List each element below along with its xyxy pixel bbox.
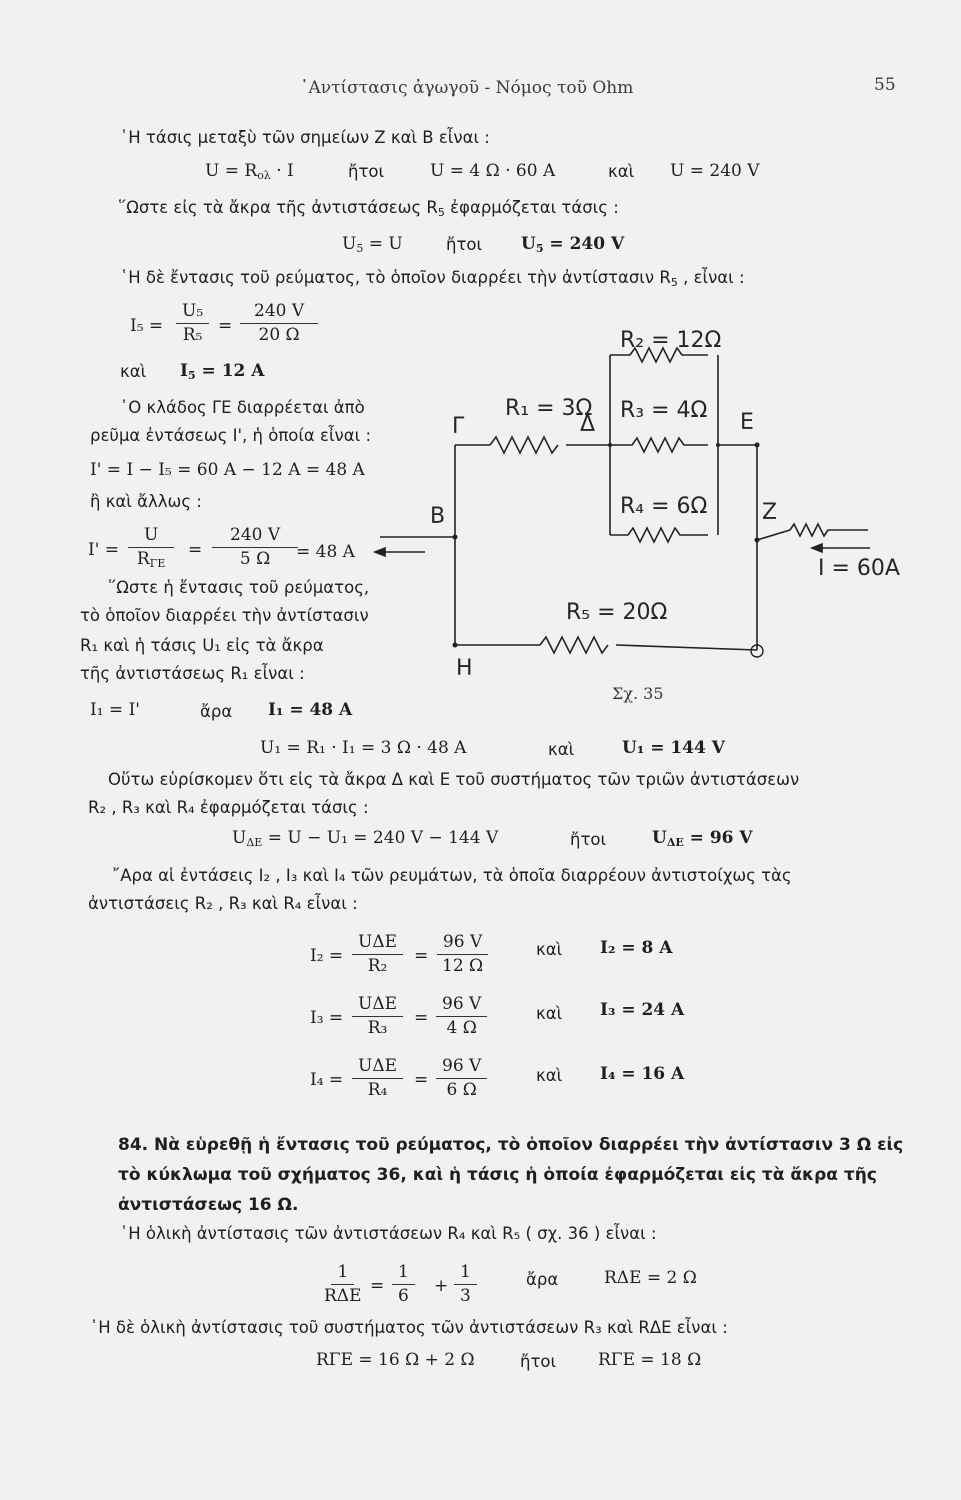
- text-line: R₂ , R₃ καὶ R₄ ἐφαρμόζεται τάσις :: [88, 798, 369, 817]
- figure-caption: Σχ. 35: [612, 684, 664, 703]
- text-etoi: ἤτοι: [446, 235, 483, 254]
- equation-u: $U = R_{o\lambda} \cdot I$: [205, 161, 294, 182]
- fraction-96-12: $\frac{96 V}{12 \Omega}$: [436, 932, 489, 977]
- resistor-r1-zigzag: [490, 437, 558, 453]
- fraction-1-6: $\frac{1}{6}$: [392, 1262, 415, 1307]
- text-line: Οὕτω εὑρίσκομεν ὅτι εἰς τὰ ἄκρα Δ καὶ Ε τοῦ συστήματος τῶν τριῶν ἀντιστάσεων: [108, 770, 800, 789]
- wire-z: [757, 530, 790, 540]
- result-i4: I₄ = 16 A: [600, 1064, 685, 1084]
- equation-u5: $U_5 = U$: [342, 234, 403, 255]
- text-line: τὸ ὁποῖον διαρρέει τὴν ἀντίστασιν: [80, 606, 369, 625]
- equation-u-values: U = 4 Ω · 60 A: [430, 161, 556, 181]
- text-kai: καὶ: [548, 740, 575, 759]
- result-i-prime: = 48 A: [296, 542, 355, 562]
- arrowhead: [812, 544, 822, 552]
- fraction-lhs: I₅ =: [130, 316, 164, 336]
- text-etoi: ἤτοι: [520, 1352, 557, 1371]
- result-i1: I₁ = 48 A: [268, 700, 353, 720]
- plus-sign: +: [434, 1276, 449, 1296]
- text-line: ῾Η δὲ ὁλικὴ ἀντίστασις τοῦ συστήματος τῶν ἀντιστάσεων R₃ καὶ RΔΕ εἶναι :: [90, 1318, 728, 1337]
- fraction-240-5: $\frac{240 V}{5 \Omega}$: [212, 525, 298, 570]
- text-line: ῞Ωστε εἰς τὰ ἄκρα τῆς ἀντιστάσεως $R_5$ ἐφαρμόζεται τάσις :: [118, 198, 619, 219]
- result-rge: RΓΕ = 18 Ω: [598, 1350, 702, 1370]
- equation-u5-result: $U_5 = 240$ V: [521, 234, 625, 255]
- equals-sign: =: [370, 1276, 385, 1296]
- text-line: R₁ καὶ ἡ τάσις U₁ εἰς τὰ ἄκρα: [80, 636, 324, 655]
- label-r4: R₄ = 6Ω: [620, 494, 708, 519]
- text-kai: καὶ: [608, 162, 635, 181]
- text-line: τῆς ἀντιστάσεως R₁ εἶναι :: [80, 664, 305, 683]
- text-line: ρεῦμα ἐντάσεως I', ἡ ὁποία εἶναι :: [90, 426, 372, 445]
- page-number: 55: [874, 75, 896, 95]
- text-kai: καὶ: [536, 940, 563, 959]
- equation-rge: RΓΕ = 16 Ω + 2 Ω: [316, 1350, 475, 1370]
- label-node-z: Ζ: [762, 500, 778, 525]
- equation-u-result: U = 240 V: [670, 161, 760, 181]
- running-header: ᾿Αντίστασις ἀγωγοῦ - Νόμος τοῦ Ohm: [300, 78, 634, 98]
- equals-sign: =: [218, 316, 233, 336]
- problem-84: 84. Νὰ εὑρεθῇ ἡ ἔντασις τοῦ ρεύματος, τὸ ὁποῖον διαρρέει τὴν ἀντίστασιν 3 Ω εἰς τὸ κύκλωμα τοῦ σχήματος 36, καὶ ἡ τάσις ἡ ὁποία ἐφαρμόζεται εἰς τὰ ἄκρα τῆς ἀντιστάσεως 16 Ω.: [118, 1135, 904, 1215]
- fraction-240-20: $\frac{240 V}{20 \Omega}$: [240, 301, 318, 346]
- text-ara: ἄρα: [526, 1270, 559, 1289]
- text-ara: ἄρα: [200, 702, 233, 721]
- text-kai: καὶ: [536, 1066, 563, 1085]
- fraction-ude-r3: UΔΕ R₃: [352, 994, 403, 1039]
- equation-i-prime: I' = I − I₅ = 60 A − 12 A = 48 A: [90, 460, 365, 480]
- label-node-b: Β: [430, 504, 446, 529]
- label-node-d: Δ: [580, 412, 596, 437]
- result-ude: $U_{\Delta E} = 96$ V: [652, 828, 753, 849]
- label-r3: R₃ = 4Ω: [620, 398, 708, 423]
- label-node-e: Ε: [740, 410, 754, 435]
- result-i3: I₃ = 24 A: [600, 1000, 685, 1020]
- text-line: ῾Η ὁλικὴ ἀντίστασις τῶν ἀντιστάσεων R₄ καὶ R₅ ( σχ. 36 ) εἶναι :: [120, 1224, 657, 1243]
- equation-ude: $U_{\Delta E} = U - U_1 = 240$ V − 144 V: [232, 828, 499, 849]
- text-etoi: ἤτοι: [570, 830, 607, 849]
- text-etoi: ἤτοι: [348, 162, 385, 181]
- fraction-1-3: $\frac{1}{3}$: [454, 1262, 477, 1307]
- fraction-u-rge: U $R_{\Gamma E}$: [128, 525, 174, 574]
- text-line: ἢ καὶ ἄλλως :: [90, 492, 202, 511]
- text-kai: καὶ: [536, 1004, 563, 1023]
- fraction-u5-r5: $\frac{\text{U₅}}{\text{R₅}}$: [176, 301, 209, 346]
- text-line: ῾Η δὲ ἔντασις τοῦ ρεύματος, τὸ ὁποῖον διαρρέει τὴν ἀντίστασιν $R_5$ , εἶναι :: [120, 268, 745, 289]
- text-line: ῎Αρα αἱ ἐντάσεις I₂ , I₃ καὶ I₄ τῶν ρευμάτων, τὰ ὁποῖα διαρρέουν ἀντιστοίχως τὰς: [112, 866, 792, 885]
- equals-sign: =: [414, 1070, 429, 1090]
- resistor-r4-zigzag: [610, 528, 708, 542]
- equation-i1: I₁ = I': [90, 700, 140, 720]
- fraction-1-rde: 1 RΔΕ: [324, 1262, 362, 1306]
- result-i2: I₂ = 8 A: [600, 938, 673, 958]
- label-node-h: Η: [456, 656, 473, 681]
- label-node-g: Γ: [452, 414, 465, 439]
- result-rde: RΔΕ = 2 Ω: [604, 1268, 697, 1288]
- fraction-lhs: I₄ =: [310, 1070, 344, 1090]
- text-kai: καὶ: [120, 362, 147, 381]
- fraction-96-6: $\frac{96 V}{6 \Omega}$: [436, 1056, 487, 1101]
- label-current: I = 60A: [818, 556, 900, 581]
- equals-sign: =: [414, 1008, 429, 1028]
- result-u1: U₁ = 144 V: [622, 738, 725, 758]
- arrowhead: [375, 548, 385, 556]
- fraction-lhs: I₃ =: [310, 1008, 344, 1028]
- fraction-lhs: I' =: [88, 540, 120, 560]
- equals-sign: =: [188, 540, 203, 560]
- fraction-lhs: I₂ =: [310, 946, 344, 966]
- label-r5: R₅ = 20Ω: [566, 600, 668, 625]
- resistor-r3-zigzag: [610, 438, 708, 452]
- label-r2: R₂ = 12Ω: [620, 328, 722, 353]
- equals-sign: =: [414, 946, 429, 966]
- fraction-ude-r4: UΔΕ R₄: [352, 1056, 403, 1101]
- result-i5: $I_5 = 12$ A: [180, 361, 265, 382]
- text-line: ῾Ο κλάδος ΓΕ διαρρέεται ἀπὸ: [120, 398, 365, 417]
- label-r1: R₁ = 3Ω: [505, 396, 593, 421]
- text-line: ἀντιστάσεις R₂ , R₃ καὶ R₄ εἶναι :: [88, 894, 358, 913]
- equation-u1: U₁ = R₁ · I₁ = 3 Ω · 48 A: [260, 738, 467, 758]
- resistor-r5-zigzag: [540, 637, 608, 653]
- text-line: ῾Η τάσις μεταξὺ τῶν σημείων Ζ καὶ Β εἶναι :: [120, 128, 490, 147]
- label-node-th: [748, 666, 749, 667]
- text-line: ῞Ωστε ἡ ἔντασις τοῦ ρεύματος,: [108, 578, 370, 597]
- resistor-z-zigzag: [790, 524, 868, 536]
- wire-bottom: [616, 645, 757, 650]
- fraction-ude-r2: UΔΕ R₂: [352, 932, 403, 977]
- fraction-96-4: $\frac{96 V}{4 \Omega}$: [436, 994, 487, 1039]
